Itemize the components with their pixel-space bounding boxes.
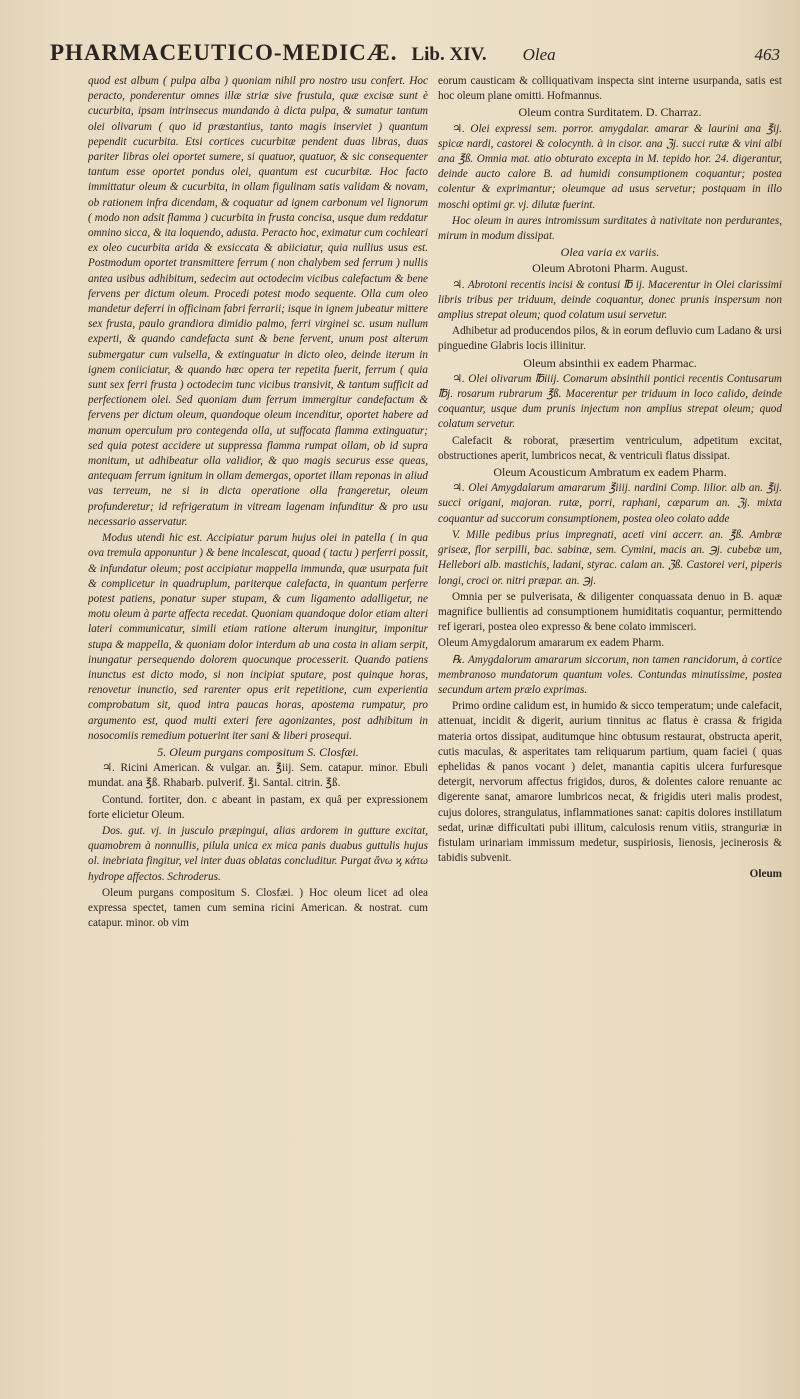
section-word: Olea xyxy=(522,45,556,64)
running-title: PHARMACEUTICO-MEDICÆ. xyxy=(50,40,398,65)
section-heading: 5. Oleum purgans compositum S. Closfæi. xyxy=(157,744,359,759)
paragraph: Omnia per se pulverisata, & diligenter conquassata denuo in B. aquæ magnifice bullientis ad consumptionem humiditatis coquantur, permittendo ref igerari, postea oleo expresso & bene colato immisceri. xyxy=(438,590,782,634)
paragraph: Calefacit & roborat, præsertim ventriculum, adpetitum excitat, obstructiones aperit, lumbricos necat, & ventriculi flatus dissipat. xyxy=(438,434,782,462)
recipe: ♃. Ricini American. & vulgar. an. ℥iij. Sem. catapur. minor. Ebuli mundat. ana ℥ß. Rhabarb. pulverif. ℥i. Santal. citrin. ℥ß. xyxy=(88,762,428,790)
right-column xyxy=(438,74,782,1369)
book-number: Lib. XIV. xyxy=(411,44,487,65)
section-heading: Oleum Amygdalorum amararum ex eadem Pharm. xyxy=(438,637,665,650)
recipe: ♃. Olei olivarum ℔iiij. Comarum absinthii pontici recentis Contusarum ℔j. rosarum rubrarum ℥ß. Macerentur per triduum in loco calido, deinde coquantur, usque dum prunis injectum non amplius strepat oleum; quod colatum servetur. xyxy=(438,372,782,431)
paragraph: eorum causticam & colliquativam inspecta sint interne usurpanda, satis est hoc oleum plane omitti. Hofmannus. xyxy=(438,75,782,103)
paragraph: Modus utendi hic est. Accipiatur parum hujus olei in patella ( in qua ova tremula apponuntur ) & bene incalescat, quoad ( tactu ) perferri possit, & infundatur oleum; post accipiatur mappella immunda, quæ usurpata fuit & complicetur in quadruplum, pariterque calefacta, in quantum perferre potest patiens, ponatur super stupam, & cum ligamento adalligetur, ne motu oleum à parte affecta recedat. Quoniam quandoque dolor etiam alteri lateri communicatur, simili etiam ratione alterum inungitur, imponitur stupa & mappella, & quoniam dolor interdum ab una costa in aliam serpit, inungatur persequendo dolorem quocunque processerit. Quando patiens inunctus est dicto modo, si non incipiat sputare, post quinque horas, renovetur inunctio, sed rarenter opus erit repetitione, cum experientia comprobatum sit, quod intra paucas horas, apostema rumpatur, pro argumento est, quod multi exteri fere agonizantes, post adhibitum in nosocomiis remedium potuerint iter sani & liberi prosequi. xyxy=(88,532,428,742)
page-header xyxy=(50,40,780,72)
paragraph: Dos. gut. vj. in jusculo præpingui, alias ardorem in gutture excitat, quamobrem à nonnullis, pilula unica ex mica panis duabus guttulis hujus ol. inebriata fingitur, vel inter duas oblatas concluditur. Purgat ἄνω ϗ κάτω hydrope affectos. Schroderus. xyxy=(88,824,428,883)
recipe: ♃. Abrotoni recentis incisi & contusi ℔ ij. Macerentur in Olei clarissimi libris tribus per triduum, deinde coquantur, donec prunis inspersum non amplius strepat oleum; quod colatum usui servetur. xyxy=(438,278,782,322)
page-number: 463 xyxy=(754,45,780,64)
paragraph: Adhibetur ad producendos pilos, & in eorum defluvio cum Ladano & ursi pinguedine Glabris locis illinitur. xyxy=(438,325,782,353)
recipe: ♃. Olei expressi sem. porror. amygdalar. amarar & laurini ana ℥ij. spicæ nardi, castorei & colocynth. à in cisor. ana ℨj. succi rutæ & vini albi ana ℥ß. Omnia mat. atio obturato excepta in M. tepido hor. 24. digerantur, deinde aucto calore B. ad humidi consumptionem coquantur; postea colentur & exprimantur; oleumque ad usus servetur; postquam in illo moschi optimi gr. vj. dilutæ fuerint. xyxy=(438,122,782,211)
section-heading: Oleum Acousticum Ambratum ex eadem Pharm. xyxy=(493,465,727,480)
paragraph: Contund. fortiter, don. c abeant in pastam, ex quâ per expressionem forte elicietur Oleum. xyxy=(88,793,428,821)
section-heading: Oleum absinthii ex eadem Pharmac. xyxy=(523,355,697,370)
paragraph: Primo ordine calidum est, in humido & sicco temperatum; unde calefacit, attenuat, incidit & digerit, aurium tinnitus ac flatus è crassa & frigida materia ortos dissipat, auditumque hinc obtusum restaurat, obstructa aperit, cutis maculas, & asperitates tam reliquarum partium, quam faciei ( quas ephelidas & panos vocant ) delet, manantia capitis ulcera furfuresque detergit, nervorum affectus frigidos, duros, & dolentes calore renuante ac digerente sanat, amarore lumbricos necat, & frigidis uteri malis prodest, cujus dolores, strangulatus, inflammationes sanat: capitis dolores instillatum sedat, urinæ difficultati pubi illitum, calculosis renum vitiis, stranguriæ in fistulam urinariam immissum medetur, suspiriosis, lienosis, jecinerosis & tabidis subvenit. xyxy=(438,700,782,865)
recipe: ℞. Amygdalorum amararum siccorum, non tamen rancidorum, à cortice membranoso mundatorum quantum voles. Contundas minutissime, postea secundum artem prælo exprimas. xyxy=(438,653,782,696)
paragraph: Hoc oleum in aures intromissum surditates à nativitate non perdurantes, mirum in modum dissipat. xyxy=(438,214,782,243)
recipe: ♃. Olei Amygdalarum amararum ℥iiij. nardini Comp. lilior. alb an. ℥ij. succi origani, majoran. rutæ, porri, raphani, cæparum an. ℨj. mixta coquantur ad succorum consumptionem, postea oleo colato adde xyxy=(438,482,782,525)
section-heading: Olea varia ex variis. xyxy=(560,245,660,260)
section-heading: Oleum contra Surditatem. D. Charraz. xyxy=(518,105,702,120)
catchword: Oleum xyxy=(749,868,782,881)
recipe: V. Mille pedibus prius impregnati, aceti vini accerr. an. ℥ß. Ambræ griseæ, flor serpilli, bac. sabinæ, sem. Cymini, macis an. ℈j. cubebæ um, Hellebori alb. mastichis, ladani, styrac. calam an. ℨß. Castorei veri, piperis longi, croci or. nitri præpar. an. ℈j. xyxy=(438,528,782,587)
paragraph: quod est album ( pulpa alba ) quoniam nihil pro nostro usu confert. Hoc peracto, ponderentur omnes illæ striæ sive frustula, quæ excisæ sunt è cucurbita, ipsam intrinsecus mundando à dicta pulpa, & sumatur tantum olei olivarum ( quo id præstantius, tanto magis inserviet ) quantum pependit cucurbita. Etsi cortices cucurbitæ pendent duas libras, duas pariter libras olei oportet sumere, si quatuor, quatuor, & sic consequenter tantum esse oportet pondus olei, quantum est cucurbitæ. Hoc facto immittatur oleum & cucurbita, in ollam figulinam satis validam & novam, ob rationem infra dicendam, & coquatur ad ignem carbonum vel lignorum ( modo non adsit flamma ) cucurbita in frusta concisa, usque dum reddatur omnino sicca, & ita loquendo, adusta. Peracto hoc, eximatur cum cochleari ex oleo cucurbita arida & exsiccata & abiiciatur, quia nullius usus est. Postmodum oportet transmittere ferrum ( non chalybem sed ferrum ) nullis antea usibus adhibitum, sedecim aut octodecim vicibus calefactum & bene fervens per dictum oleum. Procedi potest modo sequente. Olla cum oleo mandetur deferri in officinam fabri ferrarii; isque in ignem jubeatur mittere sex frusta, paulo grandiora dimidio palmo, ferri virginei sc. usum nullum experti, & quando candefacta sunt & bene fervent, unum post alterum submergatur cum vulsella, & extinguatur in dicto oleo, deinde iterum in ignem coniiciatur, & quando hæc opera ter repetita fuerit, ferrum ( quia sunt sex ferri frusta ) octodecim tunc vicibus transivit, & tantum sufficit ad perfectionem olei. Sed quoniam dum ferrum immergitur candefactum & fervens per dictum oleum, quandoque oleum incenditur, oportet habere ad manum operculum pro contegenda olla, ut suffocata flamma extinguatur; sed quia potest accidere ut suppressa flamma rumpat ollam, ob id supra monitum, ut adhibeatur olla validior, & quo magis securus esse queas, antequam ferrum ignitum in ollam demergas, oportet illam reponas in aliud vas terreum, ne si in dicta operatione olla frangeretur, oleum profunderetur; id refrigeratum in vitream lagenam infunditur & pro usu necessario asservatur. xyxy=(88,75,428,528)
left-column xyxy=(88,74,428,1369)
paragraph: Oleum purgans compositum S. Closfæi. ) Hoc oleum licet ad olea expressa spectet, tamen cum semina ricini American. & nostrat. cum catapur. minor. ob vim xyxy=(88,886,428,930)
section-heading: Oleum Abrotoni Pharm. August. xyxy=(532,261,688,276)
